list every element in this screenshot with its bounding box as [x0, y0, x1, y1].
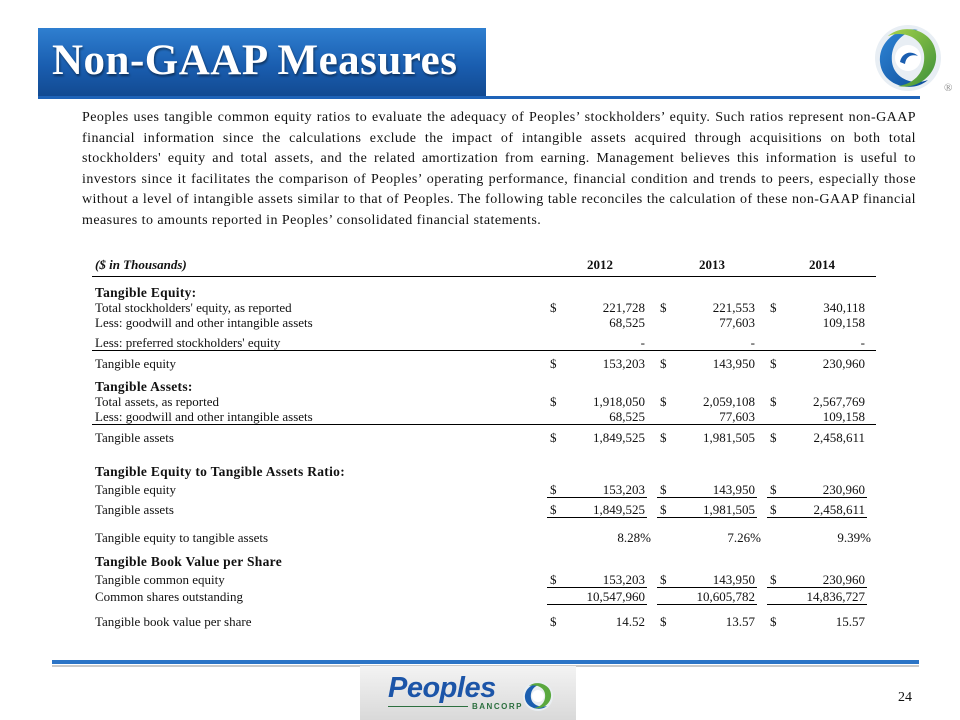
- units-label: ($ in Thousands): [95, 257, 187, 272]
- value-2014: -: [860, 335, 865, 350]
- logo-subtitle: BANCORP: [472, 702, 523, 711]
- table-row: [92, 409, 876, 425]
- value-2014: 109,158: [822, 409, 865, 424]
- cell-underline: [547, 497, 647, 498]
- value-2012: -: [640, 335, 645, 350]
- table-row: [92, 394, 876, 409]
- page-title: Non-GAAP Measures: [52, 37, 458, 84]
- table-row: [92, 315, 876, 330]
- value-2012: 10,547,960: [586, 589, 645, 604]
- row-label: Tangible assets: [95, 502, 174, 517]
- table-row: [92, 530, 876, 545]
- row-label: Tangible equity: [95, 356, 177, 371]
- cell-underline: [767, 587, 867, 588]
- currency-sign: $: [550, 572, 557, 587]
- table-row: [92, 356, 876, 371]
- value-2013: 1,981,505: [703, 502, 755, 517]
- row-label: Tangible common equity: [95, 572, 225, 587]
- cell-underline: [547, 517, 647, 518]
- value-2013: 77,603: [719, 409, 755, 424]
- cell-underline: [657, 604, 757, 605]
- currency-sign: $: [770, 394, 777, 409]
- currency-sign: $: [660, 482, 667, 497]
- value-2012: 68,525: [609, 315, 645, 330]
- row-label: Less: preferred stockholders' equity: [95, 335, 281, 350]
- currency-sign: $: [550, 430, 557, 445]
- year-header: 2012: [587, 257, 613, 272]
- registered-mark: ®: [944, 82, 953, 94]
- currency-sign: $: [550, 300, 557, 315]
- table-row: [92, 614, 876, 629]
- section-heading-row: [92, 554, 876, 569]
- value-2012: 153,203: [602, 356, 645, 371]
- table-row: [92, 589, 876, 604]
- value-2012: 14.52: [615, 614, 645, 629]
- value-2013: 2,059,108: [703, 394, 755, 409]
- logo-rule: [388, 706, 468, 707]
- currency-sign: $: [660, 394, 667, 409]
- logo-swirl-icon: [522, 680, 554, 712]
- section-heading-row: [92, 464, 876, 479]
- value-2012: 1,849,525: [593, 430, 645, 445]
- value-2012: 221,728: [602, 300, 645, 315]
- currency-sign: $: [550, 482, 557, 497]
- logo-wordmark: Peoples: [388, 672, 496, 704]
- row-label: Tangible equity to tangible assets: [95, 530, 269, 545]
- value-2013: 1,981,505: [703, 430, 755, 445]
- currency-sign: $: [660, 356, 667, 371]
- value-2014: 2,567,769: [813, 394, 865, 409]
- currency-sign: $: [550, 502, 557, 517]
- currency-sign: $: [770, 614, 777, 629]
- table-row: [92, 300, 876, 315]
- row-label: Tangible equity: [95, 482, 177, 497]
- cell-underline: [657, 497, 757, 498]
- cell-underline: [767, 497, 867, 498]
- currency-sign: $: [770, 502, 777, 517]
- row-label: Less: goodwill and other intangible assets: [95, 409, 313, 424]
- row-label: Total stockholders' equity, as reported: [95, 300, 292, 315]
- value-2014: 230,960: [822, 356, 865, 371]
- currency-sign: $: [770, 482, 777, 497]
- cell-underline: [767, 604, 867, 605]
- value-2012: 1,849,525: [593, 502, 645, 517]
- value-2013: 221,553: [712, 300, 755, 315]
- row-label: Total assets, as reported: [95, 394, 219, 409]
- value-2014: 230,960: [822, 572, 865, 587]
- value-2013: 10,605,782: [696, 589, 755, 604]
- value-2014: 230,960: [822, 482, 865, 497]
- value-2012: 1,918,050: [593, 394, 645, 409]
- value-2012: 153,203: [602, 572, 645, 587]
- currency-sign: $: [550, 614, 557, 629]
- value-2014: 2,458,611: [813, 502, 865, 517]
- peoples-swirl-logo-icon: [872, 22, 944, 94]
- value-2014: 9.39%: [837, 530, 871, 545]
- value-2013: 143,950: [712, 356, 755, 371]
- value-2014: 109,158: [822, 315, 865, 330]
- currency-sign: $: [550, 394, 557, 409]
- value-2013: 13.57: [725, 614, 755, 629]
- currency-sign: $: [660, 572, 667, 587]
- table-header-row: [92, 256, 876, 277]
- value-2013: -: [750, 335, 755, 350]
- row-label: Common shares outstanding: [95, 589, 244, 604]
- section-heading-row: [92, 285, 876, 300]
- value-2014: 340,118: [823, 300, 865, 315]
- value-2014: 14,836,727: [806, 589, 865, 604]
- currency-sign: $: [660, 430, 667, 445]
- value-2013: 7.26%: [727, 530, 761, 545]
- intro-paragraph: Peoples uses tangible common equity ratios to evaluate the adequacy of Peoples’ stockholders’ equity. Such ratios represent non-GAAP financial information since the calculations exclude the impact of intangible assets acquired through acquisitions on both total stockholders' equity and total assets, and the related amortization from earning. Management believes this information is useful to investors since it facilitates the comparison of Peoples’ operating performance, financial condition and trends to peers, especially those without a level of intangible assets similar to that of Peoples. The following table reconciles the calculation of these non-GAAP financial measures to amounts reported in Peoples’ consolidated financial statements.: [82, 110, 916, 228]
- year-header: 2014: [809, 257, 835, 272]
- value-2012: 68,525: [609, 409, 645, 424]
- row-label: Tangible assets: [95, 430, 174, 445]
- value-2014: 2,458,611: [813, 430, 865, 445]
- currency-sign: $: [770, 572, 777, 587]
- title-banner: [38, 28, 486, 98]
- table-row: [92, 482, 876, 497]
- currency-sign: $: [660, 502, 667, 517]
- currency-sign: $: [660, 614, 667, 629]
- value-2013: 143,950: [712, 482, 755, 497]
- row-label: Tangible book value per share: [95, 614, 252, 629]
- section-heading: Tangible Equity:: [95, 285, 197, 300]
- value-2013: 77,603: [719, 315, 755, 330]
- footer-logo: [360, 666, 576, 720]
- year-header: 2013: [699, 257, 725, 272]
- value-2012: 8.28%: [617, 530, 651, 545]
- cell-underline: [547, 587, 647, 588]
- value-2013: 143,950: [712, 572, 755, 587]
- table-row: [92, 502, 876, 517]
- cell-underline: [547, 604, 647, 605]
- section-heading: Tangible Assets:: [95, 379, 193, 394]
- page-number: 24: [898, 690, 912, 705]
- cell-underline: [767, 517, 867, 518]
- currency-sign: $: [770, 430, 777, 445]
- currency-sign: $: [550, 356, 557, 371]
- row-label: Less: goodwill and other intangible assets: [95, 315, 313, 330]
- table-row: [92, 430, 876, 445]
- title-underline: [38, 96, 920, 99]
- section-heading: Tangible Book Value per Share: [95, 554, 283, 569]
- section-heading: Tangible Equity to Tangible Assets Ratio:: [95, 464, 345, 479]
- value-2014: 15.57: [835, 614, 865, 629]
- table-row: [92, 335, 876, 351]
- currency-sign: $: [770, 356, 777, 371]
- cell-underline: [657, 517, 757, 518]
- value-2012: 153,203: [602, 482, 645, 497]
- reconciliation-table: [92, 256, 876, 629]
- section-heading-row: [92, 379, 876, 394]
- footer-rule: [52, 660, 919, 664]
- currency-sign: $: [660, 300, 667, 315]
- currency-sign: $: [770, 300, 777, 315]
- cell-underline: [657, 587, 757, 588]
- table-row: [92, 572, 876, 587]
